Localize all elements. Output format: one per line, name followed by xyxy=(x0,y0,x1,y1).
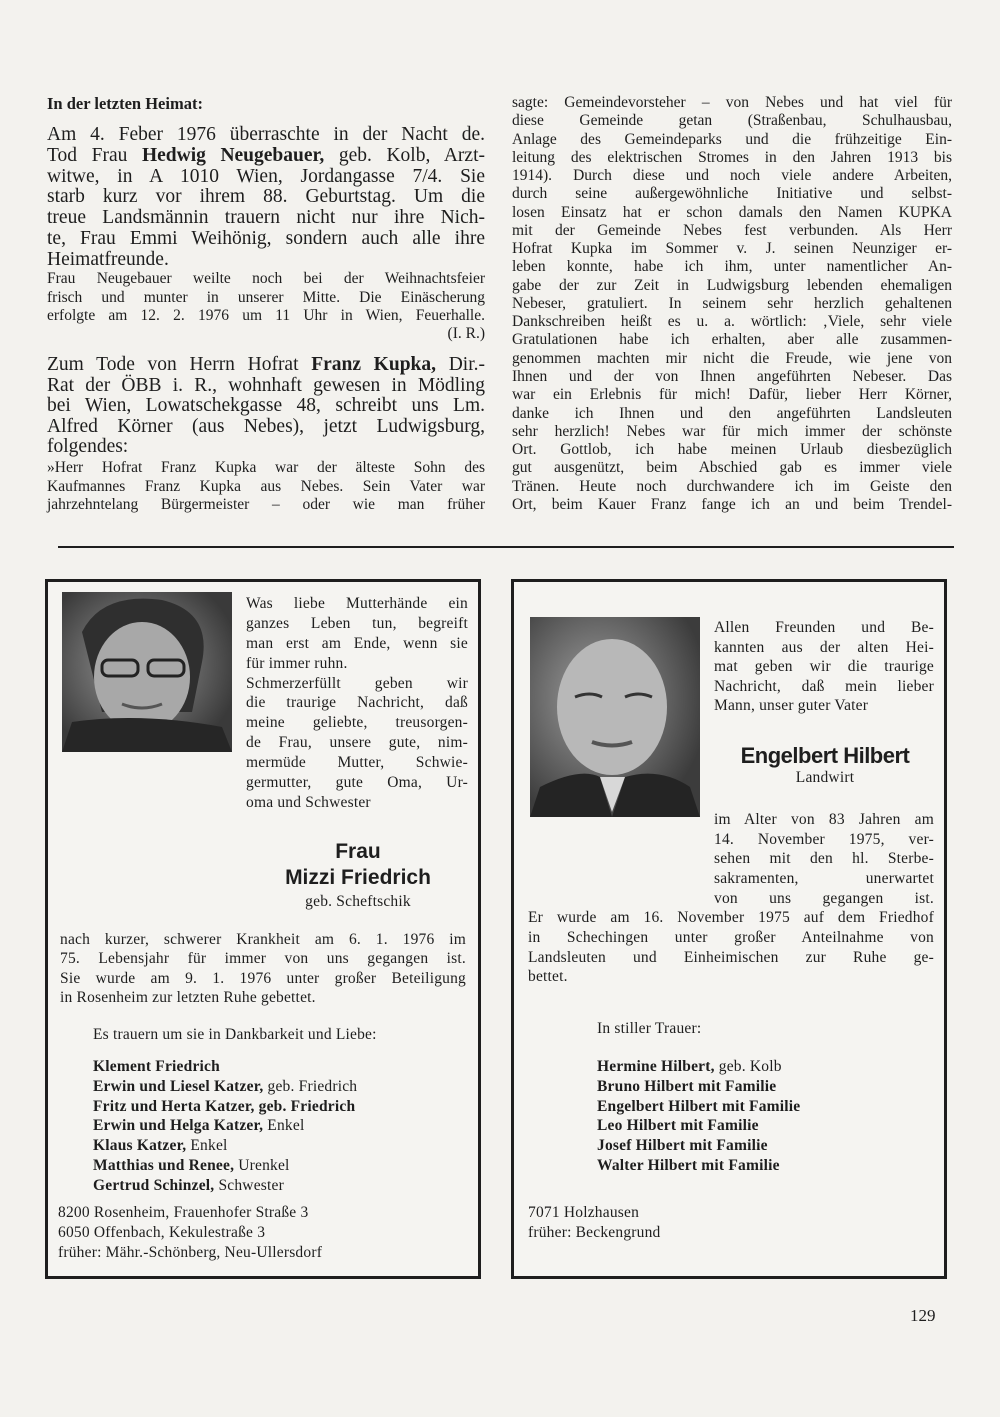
text-line xyxy=(47,307,485,326)
text-line xyxy=(512,185,952,203)
notice-body-wide xyxy=(528,908,934,987)
text-line xyxy=(246,713,468,733)
text-line xyxy=(58,1203,468,1223)
text-line xyxy=(597,1097,897,1117)
bold-text: Franz Kupka, xyxy=(311,354,437,375)
text: Kaufmannes Franz Kupka aus Nebes. Sein Vater war xyxy=(47,477,485,495)
notice-intro xyxy=(714,618,934,716)
text: Ihnen und der von Ihnen angeführten Nebeser. Das xyxy=(512,367,952,385)
text: für immer ruhn. xyxy=(246,654,348,672)
text-line xyxy=(714,810,934,830)
text: geb. Kolb xyxy=(714,1058,782,1075)
text-line xyxy=(246,594,468,614)
text-line xyxy=(58,1243,468,1263)
text: die traurige Nachricht, daß xyxy=(246,694,468,712)
text: kannten aus der alten Hei- xyxy=(714,638,934,656)
portrait-photo-woman xyxy=(62,592,232,752)
text: früher: Mähr.-Schönberg, Neu-Ullersdorf xyxy=(58,1244,323,1261)
text: Alfred Körner (aus Nebes), jetzt Ludwigsburg, xyxy=(47,415,485,437)
text: sehen mit den hl. Sterbe- xyxy=(714,850,934,868)
text: bei Wien, Lowatschekgasse 48, schreibt uns Lm. xyxy=(47,395,485,416)
notice-body xyxy=(60,930,466,1007)
text-line xyxy=(597,1077,897,1097)
text-line xyxy=(512,405,952,423)
bold-text: Josef Hilbert mit Familie xyxy=(597,1137,768,1155)
text: geb. Friedrich xyxy=(263,1077,358,1095)
text: Mann, unser guter Vater xyxy=(714,697,869,714)
text: Rat der ÖBB i. R., wohnhaft gewesen in Mödling xyxy=(47,374,485,396)
text: sehr herzlich! Nebes war für mich immer der schönste xyxy=(512,422,952,440)
mourners-list xyxy=(597,1057,897,1176)
text-line xyxy=(246,614,468,634)
text: erfolgte am 12. 2. 1976 um 11 Uhr in Wien, Feuerhalle. xyxy=(47,307,485,325)
text-line xyxy=(512,94,952,112)
text-line xyxy=(93,1077,463,1097)
notice-verse xyxy=(246,594,468,813)
text: mat geben wir die traurige xyxy=(714,658,934,675)
text: oma und Schwester xyxy=(246,793,371,811)
text-line xyxy=(512,441,952,459)
text: folgendes: xyxy=(47,436,129,457)
text: Hofrat Kupka im Sommer v. J. seinen Neunziger er- xyxy=(512,240,952,258)
text-line xyxy=(714,889,934,909)
mourners-intro: In stiller Trauer: xyxy=(597,1020,702,1037)
text: gut ausgenützt, beim Abschied gab es immer viele xyxy=(512,459,952,477)
column-right-text xyxy=(512,94,952,514)
text-line xyxy=(47,167,485,188)
text-line xyxy=(47,187,485,208)
maiden-name: geb. Scheftschik xyxy=(305,893,411,910)
text: Frau Neugebauer weilte noch bei der Weihnachtsfeier xyxy=(47,270,485,287)
text: Tod Frau xyxy=(47,144,142,166)
text: Sie wurde am 9. 1. 1976 unter großer Beteiligung xyxy=(60,969,466,987)
bold-text: Klement Friedrich xyxy=(93,1058,220,1075)
text-line xyxy=(58,1223,468,1243)
text-line xyxy=(246,753,468,773)
text-line xyxy=(246,654,468,674)
text-line xyxy=(512,222,952,240)
text-line xyxy=(714,830,934,850)
text-line xyxy=(512,277,952,295)
text-line xyxy=(512,423,952,441)
bold-text: Gertrud Schinzel, xyxy=(93,1176,215,1194)
text: sakramenten, unerwartet xyxy=(714,870,934,888)
text: war ein Erlebnis für mich! Dafür, lieber Herr Körner, xyxy=(512,386,952,404)
text-line xyxy=(47,417,485,438)
text-line xyxy=(714,869,934,889)
text-line xyxy=(597,1156,897,1176)
text-line xyxy=(714,638,934,658)
text: te, Frau Emmi Weihönig, sondern auch alle ihre xyxy=(47,227,485,249)
bold-text: Hedwig Neugebauer, xyxy=(141,144,325,166)
text: Was liebe Mutterhände ein xyxy=(246,595,468,612)
text-line xyxy=(60,930,466,949)
text: genommen machten mir nicht die Freude, wie jene von xyxy=(512,349,952,367)
text: man erst am Ende, wenn sie xyxy=(246,634,468,652)
bold-text: Fritz und Herta Katzer, geb. Friedrich xyxy=(93,1097,356,1115)
text-line xyxy=(47,459,485,478)
text-line xyxy=(60,988,466,1007)
text-line xyxy=(512,386,952,404)
deceased-occupation: Landwirt xyxy=(795,769,855,786)
portrait-photo-man xyxy=(530,617,700,817)
text: Nachricht, daß mein lieber xyxy=(714,677,934,695)
notice-body-narrow xyxy=(714,810,934,908)
text: in Schechingen unter großer Anteilnahme von xyxy=(528,928,934,946)
text-line xyxy=(47,496,485,515)
text: starb kurz vor ihrem 88. Geburtstag. Um die xyxy=(47,186,485,208)
bold-text: Walter Hilbert mit Familie xyxy=(597,1156,780,1174)
bold-text: Matthias und Renee, xyxy=(93,1156,235,1174)
bold-text: Bruno Hilbert mit Familie xyxy=(597,1077,777,1095)
text: Zum Tode von Herrn Hofrat xyxy=(47,354,312,375)
text: geb. Kolb, Arzt- xyxy=(324,144,485,166)
text-line xyxy=(93,1057,463,1077)
text: Er wurde am 16. November 1975 auf dem Friedhof xyxy=(528,909,934,926)
text-line xyxy=(528,928,934,948)
bold-text: Klaus Katzer, xyxy=(93,1137,187,1155)
text: durch seine außergewöhnliche Initiative und selbst- xyxy=(512,185,952,203)
text-line xyxy=(246,693,468,713)
text: 7071 Holzhausen xyxy=(528,1204,640,1221)
text: ganzes Leben tun, begreift xyxy=(246,614,468,632)
text: Tränen. Heute noch durchwandere ich im Geiste den xyxy=(512,477,952,495)
text: leben konnte, habe ich ihm, unter namentlicher An- xyxy=(512,258,952,276)
text-line xyxy=(597,1057,897,1077)
text: Gratulationen habe ich erhalten, aber alle zusammen- xyxy=(512,331,952,349)
paragraph-neugebauer xyxy=(47,125,485,271)
text-line xyxy=(512,459,952,477)
text: Am 4. Feber 1976 überraschte in der Nacht de. xyxy=(47,124,485,145)
text: mit der Gemeinde Nebes fest verbunden. Als Herr xyxy=(512,221,952,239)
text: bettet. xyxy=(528,968,568,986)
text: nach kurzer, schwerer Krankheit am 6. 1. 1976 im xyxy=(60,931,466,948)
text-line xyxy=(512,204,952,222)
addresses xyxy=(58,1203,468,1263)
text-line xyxy=(246,674,468,694)
text-line xyxy=(47,208,485,229)
text: Landsleuten und Einheimischen zur Ruhe ge- xyxy=(528,948,934,966)
text-line xyxy=(93,1116,463,1136)
text-line xyxy=(47,376,485,397)
text: mermüde Mutter, Schwie- xyxy=(246,754,468,772)
initials: (I. R.) xyxy=(447,325,485,342)
text-line xyxy=(246,773,468,793)
notice-title: Frau xyxy=(335,840,381,863)
text: früher: Beckengrund xyxy=(528,1224,661,1241)
text-line xyxy=(246,733,468,753)
text-line xyxy=(597,1136,897,1156)
text: Schmerzerfüllt geben wir xyxy=(246,674,468,692)
bold-text: Erwin und Liesel Katzer, xyxy=(93,1077,264,1095)
text-line xyxy=(47,437,485,458)
text: jahrzehntelang Bürgermeister – oder wie man früher xyxy=(47,496,485,513)
bold-text: Engelbert Hilbert mit Familie xyxy=(597,1097,801,1115)
paragraph-kupka xyxy=(47,355,485,458)
text-line xyxy=(512,149,952,167)
text-line xyxy=(512,167,952,185)
text-line xyxy=(528,967,934,987)
text: Enkel xyxy=(263,1117,305,1135)
text: sagte: Gemeindevorsteher – von Nebes und hat viel für xyxy=(512,94,952,111)
text-line xyxy=(93,1156,463,1176)
text: Schwester xyxy=(214,1176,284,1194)
text-line xyxy=(512,313,952,331)
text-line xyxy=(512,496,952,514)
mourners-intro: Es trauern um sie in Dankbarkeit und Liebe: xyxy=(93,1026,377,1043)
addresses xyxy=(528,1203,828,1243)
deceased-name: Mizzi Friedrich xyxy=(285,866,431,889)
text: 8200 Rosenheim, Frauenhofer Straße 3 xyxy=(58,1204,309,1221)
section-divider xyxy=(58,546,954,548)
text-line xyxy=(246,634,468,654)
page-number: 129 xyxy=(910,1306,936,1325)
text-line xyxy=(93,1136,463,1156)
text: germutter, gute Oma, Ur- xyxy=(246,774,468,792)
text-line xyxy=(512,240,952,258)
text-line xyxy=(597,1116,897,1136)
paragraph-cremation xyxy=(47,270,485,326)
text-line xyxy=(47,289,485,308)
text: Heimatfreunde. xyxy=(47,248,169,270)
text-line xyxy=(528,948,934,968)
text: in Rosenheim zur letzten Ruhe gebettet. xyxy=(60,988,316,1006)
text: Anlage des Gemeindeparks und die frühzeitige Ein- xyxy=(512,130,952,148)
text: 1914). Durch diese und noch viele andere Arbeiten, xyxy=(512,167,952,185)
text-line xyxy=(512,478,952,496)
text: Enkel xyxy=(186,1137,228,1155)
text: Urenkel xyxy=(234,1156,290,1174)
text-line xyxy=(512,112,952,130)
text-line xyxy=(47,250,485,271)
text: gabe der zur Zeit in Ludwigsburg lebenden ehemaligen xyxy=(512,276,952,294)
text: leitung des elektrischen Stromes in den Jahren 1913 bis xyxy=(512,148,952,166)
text-line xyxy=(512,368,952,386)
text: diese Gemeinde getan (Straßenbau, Schulhausbau, xyxy=(512,112,952,130)
text-line xyxy=(714,657,934,677)
text: 14. November 1975, ver- xyxy=(714,830,934,848)
text-line xyxy=(714,849,934,869)
paragraph-kupka-letter xyxy=(47,459,485,515)
text-line xyxy=(93,1097,463,1117)
text: Dankschreiben heißt es u. a. wörtlich: ‚Viele, sehr viele xyxy=(512,313,952,331)
text-line xyxy=(60,949,466,968)
text: losen Einsatz hat er schon damals den Namen KUPKA xyxy=(512,203,952,221)
text: witwe, in A 1010 Wien, Jordangasse 7/4. Sie xyxy=(47,165,485,187)
text-line xyxy=(47,396,485,417)
text: meine geliebte, treusorgen- xyxy=(246,714,468,732)
mourners-list xyxy=(93,1057,463,1196)
text-line xyxy=(528,1223,828,1243)
text: treue Landsmännin trauern nicht nur ihre Nich- xyxy=(47,207,485,229)
text-line xyxy=(714,696,934,716)
text-line xyxy=(528,908,934,928)
text: 6050 Offenbach, Kekulestraße 3 xyxy=(58,1224,266,1241)
text: de Frau, unsere gute, nim- xyxy=(246,734,468,752)
section-heading: In der letzten Heimat: xyxy=(47,94,203,113)
deceased-name: Engelbert Hilbert xyxy=(740,743,910,768)
text: danke ich Ihnen und den angeführten Landsleuten xyxy=(512,404,952,422)
text-line xyxy=(246,793,468,813)
text-line xyxy=(47,270,485,289)
text: Ort, beim Kauer Franz fange ich an und beim Trendel- xyxy=(512,495,952,513)
text: »Herr Hofrat Franz Kupka war der älteste Sohn des xyxy=(47,459,485,476)
text: 75. Lebensjahr für immer von uns gegangen ist. xyxy=(60,950,466,968)
text-line xyxy=(528,1203,828,1223)
text-line xyxy=(47,125,485,146)
text-line xyxy=(93,1176,463,1196)
text-line xyxy=(714,618,934,638)
text: von uns gegangen ist. xyxy=(714,889,934,907)
text-line xyxy=(512,350,952,368)
text: Ort. Gottlob, ich habe meinen Urlaub diesbezüglich xyxy=(512,441,952,459)
text-line xyxy=(512,258,952,276)
bold-text: Leo Hilbert mit Familie xyxy=(597,1117,759,1135)
text-line xyxy=(714,677,934,697)
text-line xyxy=(47,355,485,376)
text-line xyxy=(47,229,485,250)
bold-text: Erwin und Helga Katzer, xyxy=(93,1117,264,1135)
text-line xyxy=(60,969,466,988)
text-line xyxy=(47,146,485,167)
text: Allen Freunden und Be- xyxy=(714,619,934,636)
text: im Alter von 83 Jahren am xyxy=(714,811,934,828)
text: Dir.- xyxy=(436,354,485,375)
text: Nebeser, gratuliert. In seinem sehr herzlich gehaltenen xyxy=(512,294,952,312)
text-line xyxy=(47,478,485,497)
text-line xyxy=(512,331,952,349)
text-line xyxy=(512,295,952,313)
text-line xyxy=(512,131,952,149)
text: frisch und munter in unserer Mitte. Die Einäscherung xyxy=(47,288,485,306)
bold-text: Hermine Hilbert, xyxy=(597,1058,715,1075)
